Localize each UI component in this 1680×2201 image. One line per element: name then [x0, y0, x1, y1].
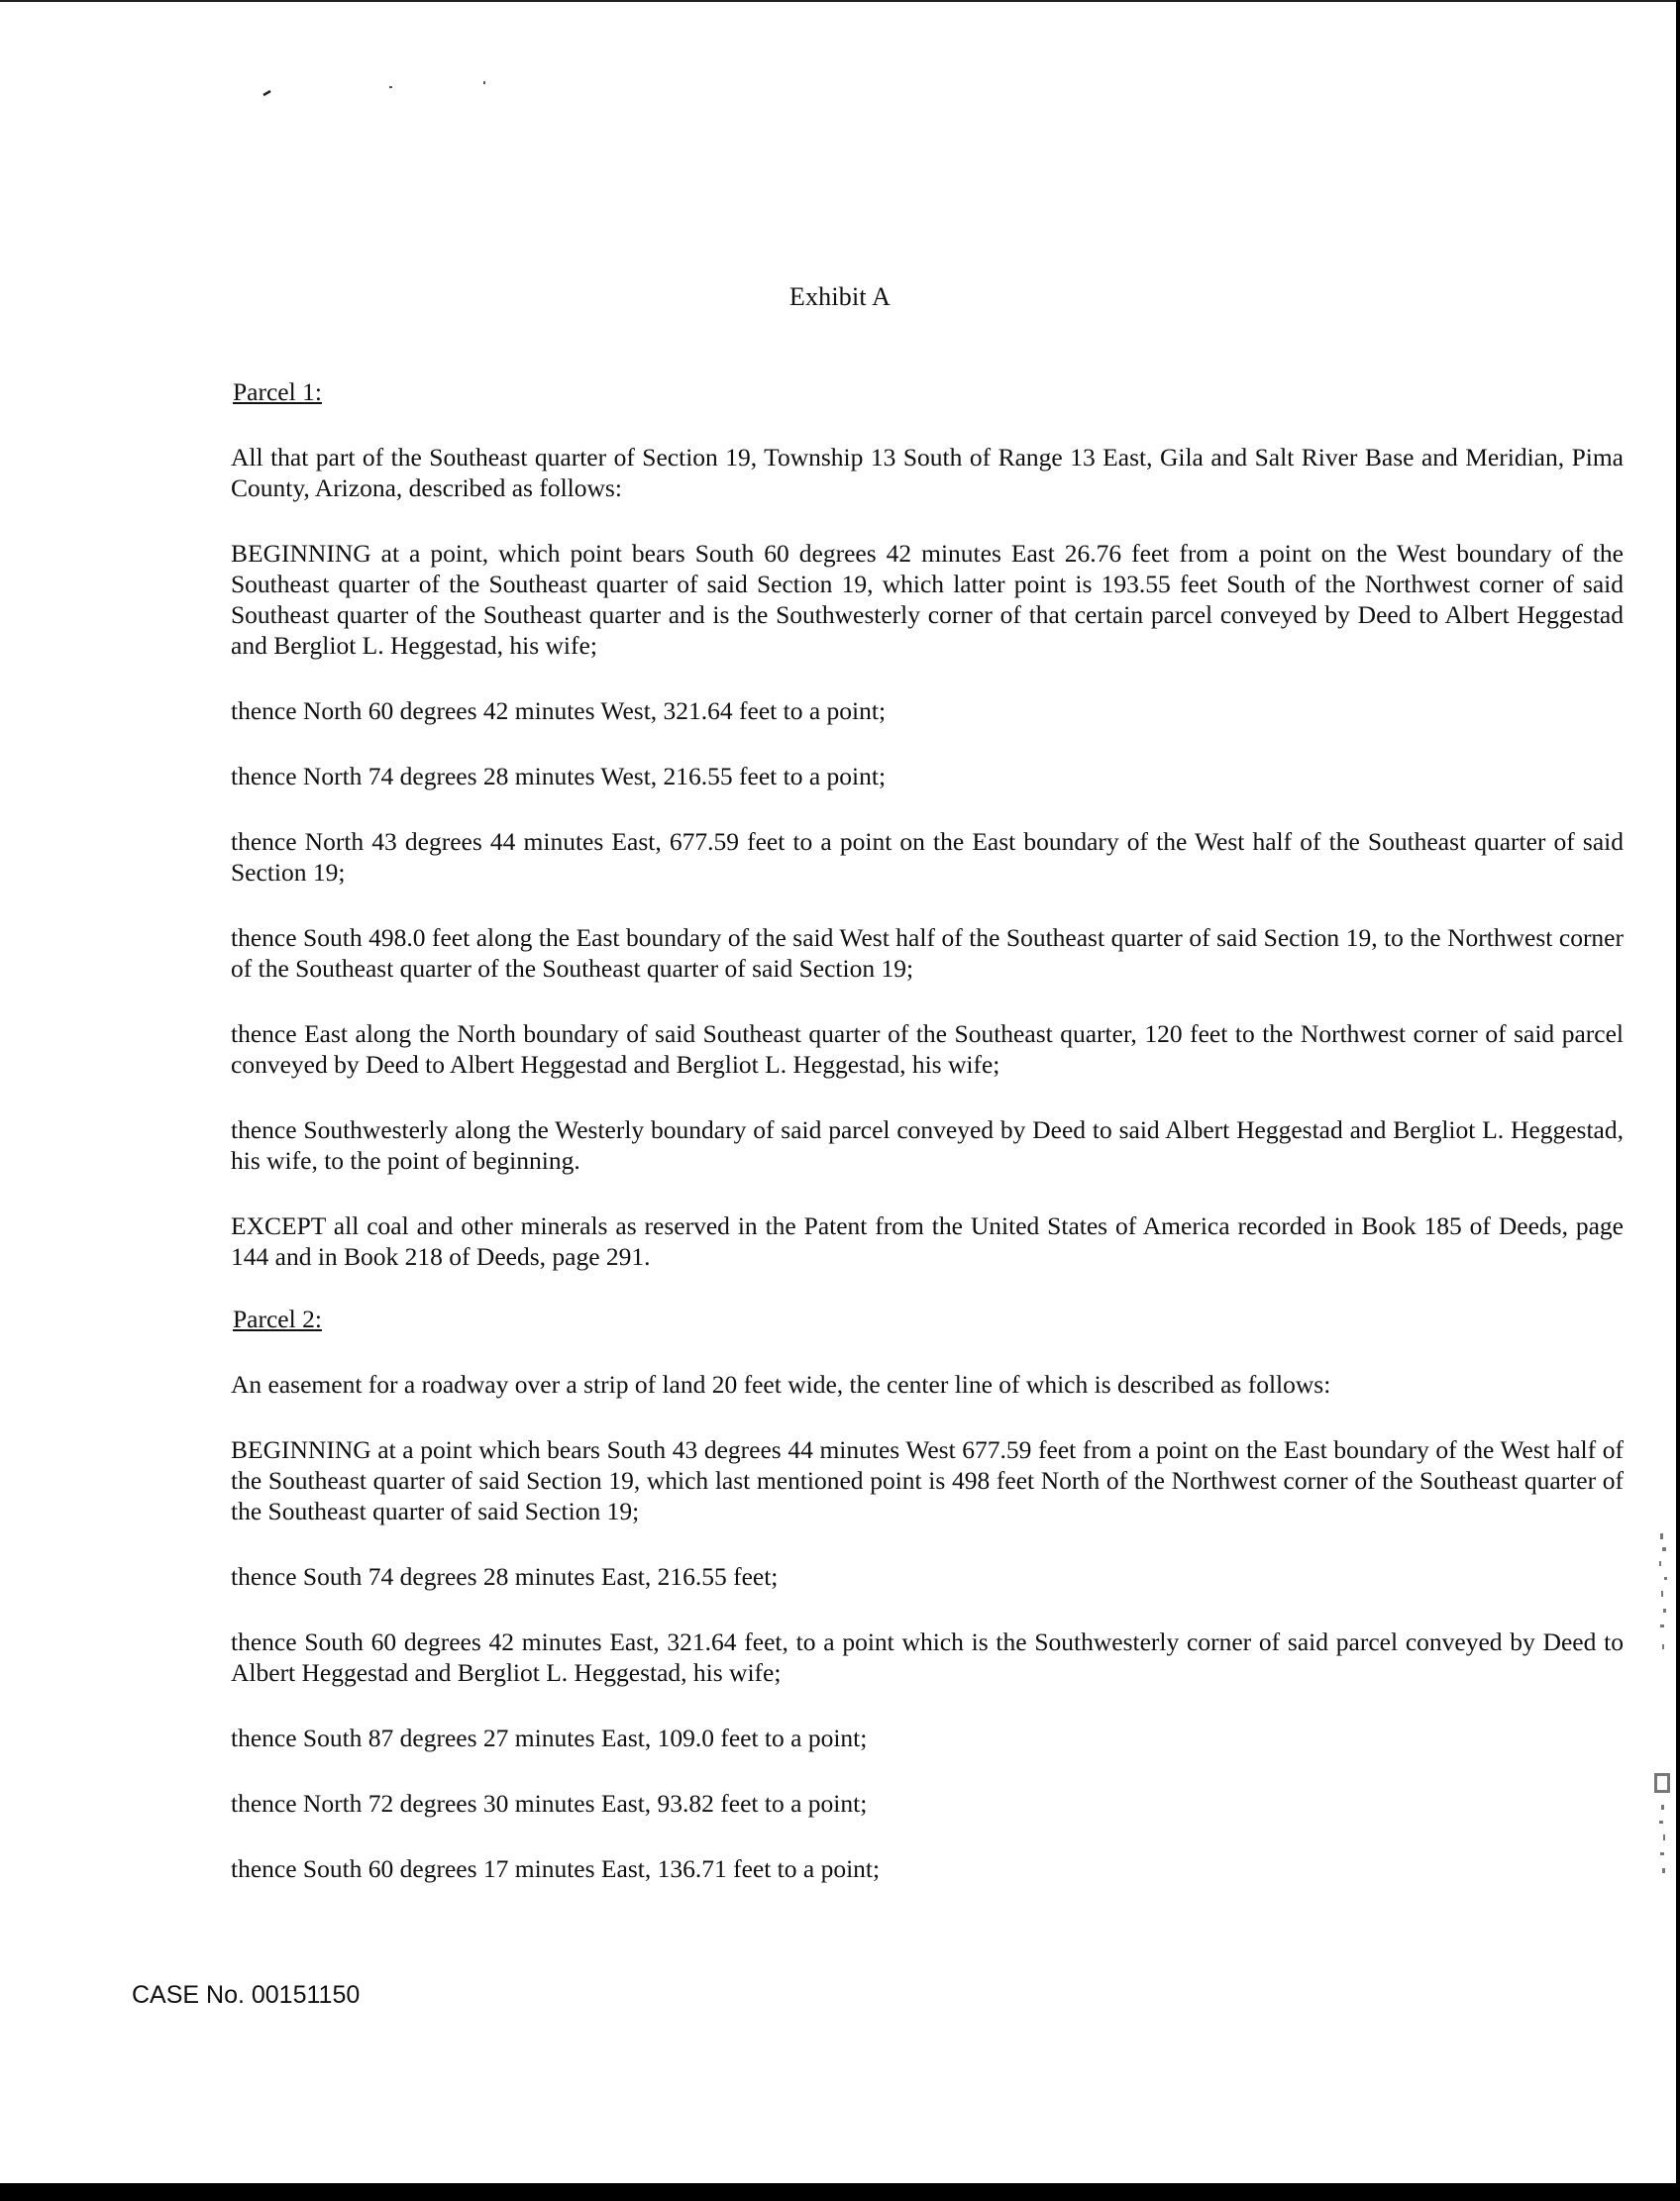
parcel-1-paragraph: BEGINNING at a point, which point bears South 60 degrees 42 minutes East 26.76 feet from a point on the West boundary of the Southeast quarter of the Southeast quarter of said Section 19, which latter point is 193.55 feet South of the Northwest corner of said Southeast quarter of the Southeast quarter and is the Southwesterly corner of that certain parcel conveyed by Deed to Albert Heggestad and Bergliot L. Heggestad, his wife; [231, 539, 1624, 660]
parcel-2-paragraph: thence South 74 degrees 28 minutes East, 216.55 feet; [231, 1562, 779, 1591]
parcel-1-paragraph: thence North 60 degrees 42 minutes West, 321.64 feet to a point; [231, 696, 887, 725]
scan-right-edge [1676, 0, 1680, 2201]
parcel-1-paragraph: thence North 43 degrees 44 minutes East, 677.59 feet to a point on the East boundary of the West half of the Southeast quarter of said Section 19; [231, 827, 1624, 887]
document-title: Exhibit A [788, 282, 892, 311]
parcel-1-paragraph: thence East along the North boundary of said Southeast quarter of the Southeast quarter, 120 feet to the Northwest corner of said parcel conveyed by Deed to Albert Heggestad and Bergliot L. Heggestad, his wife; [231, 1019, 1624, 1079]
parcel-2-heading: Parcel 2: [233, 1305, 322, 1333]
parcel-2-paragraph: thence South 60 degrees 17 minutes East, 136.71 feet to a point; [231, 1854, 881, 1883]
parcel-1-heading: Parcel 1: [233, 377, 322, 406]
parcel-2-paragraph: thence North 72 degrees 30 minutes East, 93.82 feet to a point; [231, 1789, 868, 1818]
case-number: CASE No. 00151150 [132, 1981, 361, 2009]
scan-bottom-edge [0, 2183, 1680, 2201]
parcel-2-paragraph: thence South 87 degrees 27 minutes East, 109.0 feet to a point; [231, 1724, 868, 1752]
parcel-1-paragraph: thence North 74 degrees 28 minutes West, 216.55 feet to a point; [231, 762, 887, 790]
scan-top-edge [0, 0, 1680, 2]
document-body [231, 376, 1624, 1919]
parcel-1-paragraph: thence Southwesterly along the Westerly boundary of said parcel conveyed by Deed to said Albert Heggestad and Bergliot L. Heggestad, his wife, to the point of beginning. [231, 1115, 1624, 1175]
parcel-1-paragraph: thence South 498.0 feet along the East boundary of the said West half of the Southeast quarter of said Section 19, to the Northwest corner of the Southeast quarter of the Southeast quarter of said Section 19; [231, 923, 1624, 983]
scan-margin-marks [1650, 1525, 1674, 1882]
parcel-2-paragraph: thence South 60 degrees 42 minutes East, 321.64 feet, to a point which is the Southwesterly corner of said parcel conveyed by Deed to Albert Heggestad and Bergliot L. Heggestad, his wife; [231, 1627, 1624, 1687]
parcel-1-exception: EXCEPT all coal and other minerals as reserved in the Patent from the United States of America recorded in Book 185 of Deeds, page 144 and in Book 218 of Deeds, page 291. [231, 1211, 1624, 1271]
parcel-1-paragraph: All that part of the Southeast quarter of Section 19, Township 13 South of Range 13 East, Gila and Salt River Base and Meridian, Pima County, Arizona, described as follows: [231, 443, 1624, 502]
parcel-2-paragraph: An easement for a roadway over a strip of land 20 feet wide, the center line of which is described as follows: [231, 1370, 1331, 1399]
parcel-2-paragraph: BEGINNING at a point which bears South 43 degrees 44 minutes West 677.59 feet from a point on the East boundary of the West half of the Southeast quarter of said Section 19, which last mentioned point is 498 feet North of the Northwest corner of the Southeast quarter of the Southeast quarter of said Section 19; [231, 1435, 1624, 1525]
scan-specks [260, 77, 497, 101]
